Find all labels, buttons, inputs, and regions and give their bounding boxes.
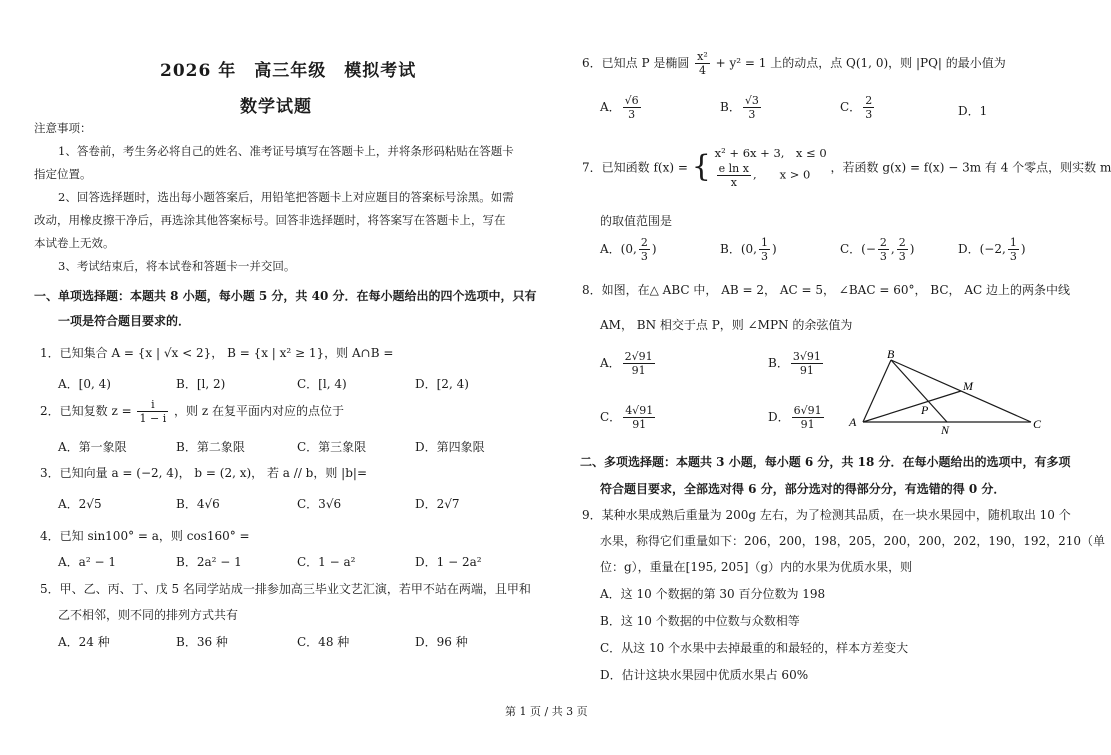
q1-option-d: D．[2, 4) [415, 377, 469, 391]
notice-line: 指定位置。 [34, 167, 92, 181]
frac-num: 3√91 [792, 350, 821, 363]
q2-fraction [137, 398, 168, 425]
question-8-stem-cont: AM， BN 相交于点 P，则 ∠MPN 的余弦值为 [600, 318, 853, 332]
question-1-stem [40, 344, 393, 361]
option-fraction [792, 404, 824, 431]
frac-num: 6√91 [793, 404, 822, 417]
q7-option-a [600, 236, 657, 263]
frac-den: 3 [628, 108, 636, 121]
option-fraction [878, 236, 889, 263]
q2-frac-den: 1 − i [139, 412, 167, 425]
notice-line: 本试卷上无效。 [34, 236, 115, 250]
option-label: C． [600, 410, 622, 424]
section-heading: 二、多项选择题：本题共 3 小题，每小题 6 分，共 18 分．在每小题给出的选项中，有多项 [580, 455, 1071, 469]
q6-part-a: 6．已知点 P 是椭圆 [582, 56, 690, 70]
frac-den: 3 [865, 108, 873, 121]
q5-option-a: A．24 种 [58, 635, 110, 649]
q3-option-d: D．2√7 [415, 497, 460, 511]
q1-option-b: B．[l, 2) [176, 377, 226, 391]
option-fraction [759, 236, 770, 263]
q8-option-a [600, 350, 657, 377]
frac-num: e ln x [718, 162, 749, 175]
q8-option-d [768, 404, 826, 431]
q5-option-b: B．36 种 [176, 635, 228, 649]
frac-num: 4√91 [625, 404, 654, 417]
q2-part-a: 2．已知复数 z = [40, 404, 132, 418]
case-2 [715, 162, 827, 189]
triangle-figure [845, 347, 1050, 437]
q6-option-a [600, 94, 643, 121]
frac-num: 2 [898, 236, 906, 249]
option-label: D． [958, 104, 980, 118]
frac-den: 3 [898, 250, 906, 263]
option-fraction [623, 350, 655, 377]
frac-den: 3 [879, 250, 887, 263]
q3-option-b: B．4√6 [176, 497, 220, 511]
q7-part-b: ，若函数 g(x) = f(x) − 3m 有 4 个零点，则实数 m [830, 160, 1111, 175]
frac-den: 3 [760, 250, 768, 263]
q1-option-c: C．[l, 4) [297, 377, 347, 391]
q8-option-b [768, 350, 825, 377]
label-b: B [887, 347, 895, 361]
question-5-stem-cont: 乙不相邻，则不同的排列方式共有 [58, 608, 239, 622]
page-footer: 第 1 页 / 共 3 页 [505, 705, 588, 718]
frac-den: 91 [631, 364, 646, 377]
option-fraction [623, 94, 641, 121]
q6-frac-num: x² [697, 50, 708, 63]
label-c: C [1033, 417, 1042, 431]
frac-num: 1 [760, 236, 768, 249]
q2-part-b: ，则 z 在复平面内对应的点位于 [174, 404, 344, 418]
q1-part-b: B = {x | x² ≥ 1}，则 A∩B = [227, 346, 394, 360]
option-fraction [897, 236, 908, 263]
option-label: B． [720, 100, 741, 114]
option-label: A． [600, 356, 621, 370]
option-label: A． [600, 100, 621, 114]
label-p: P [921, 403, 929, 417]
q2-option-c: C．第三象限 [297, 440, 367, 454]
question-6-stem [582, 50, 1006, 77]
question-8-stem: 8．如图，在△ ABC 中， AB = 2， AC = 5， ∠BAC = 60°， BC， AC 边上的两条中线 [582, 283, 1070, 297]
frac-num: 2√91 [624, 350, 653, 363]
question-7-stem-cont: 的取值范围是 [600, 214, 673, 228]
question-5-stem: 5．甲、乙、丙、丁、戊 5 名同学站成一排参加高三毕业文艺汇演，若甲不站在两端，且甲和 [40, 582, 531, 596]
option-fraction [743, 94, 761, 121]
option-label: B．(0, [720, 242, 757, 256]
section-heading: 一项是符合题目要求的． [58, 314, 191, 328]
frac-num: 2 [865, 94, 873, 107]
case-2-cond: , x > 0 [752, 167, 811, 182]
option-label: A．(0, [600, 242, 637, 256]
section-heading: 符合题目要求，全部选对得 6 分，部分选对的得部分分，有选错的得 0 分． [600, 482, 1006, 496]
q9-option-b: B．这 10 个数据的中位数与众数相等 [600, 614, 800, 628]
frac-num: 2 [879, 236, 887, 249]
option-fraction [863, 94, 874, 121]
frac-den: 3 [640, 250, 648, 263]
notice-line: 改动，用橡皮擦干净后，再选涂其他答案标号。回答非选择题时，将答案写在答题卡上，写在 [34, 213, 506, 227]
median-am [863, 391, 961, 422]
q6-option-c [840, 94, 876, 121]
option-fraction [639, 236, 650, 263]
option-value: 1 [979, 104, 988, 118]
piecewise-cases [715, 145, 827, 189]
q7-option-c [840, 236, 914, 263]
option-end: ) [771, 242, 777, 256]
q5-option-d: D．96 种 [415, 635, 468, 649]
q6-option-d [958, 102, 987, 119]
label-n: N [941, 423, 950, 437]
q9-option-c: C．从这 10 个水果中去掉最重的和最轻的，样本方差变大 [600, 641, 909, 655]
option-mid: , [890, 242, 895, 256]
case-2-fraction [717, 162, 751, 189]
option-end: ) [1020, 242, 1026, 256]
exam-title: 2026 年 高三年级 模拟考试 [160, 61, 417, 81]
frac-num: 2 [640, 236, 648, 249]
q6-fraction [695, 50, 710, 77]
q4-option-d: D．1 − 2a² [415, 555, 482, 569]
q2-frac-num: i [137, 398, 168, 412]
side-ab [863, 360, 891, 422]
frac-num: √3 [744, 94, 759, 107]
median-bn [891, 360, 947, 422]
question-3-stem: 3．已知向量 a = (−2, 4)， b = (2, x)， 若 a // b，则 |b|= [40, 466, 367, 480]
frac-den: 91 [799, 364, 814, 377]
option-fraction [1008, 236, 1019, 263]
notice-line: 1、答卷前，考生务必将自己的姓名、准考证号填写在答题卡上，并将条形码粘贴在答题卡 [58, 144, 514, 158]
option-label: C．(− [840, 242, 876, 256]
exam-subtitle: 数学试题 [240, 97, 312, 117]
q9-option-a: A．这 10 个数据的第 30 百分位数为 198 [600, 587, 826, 601]
frac-den: 3 [1009, 250, 1017, 263]
q4-option-c: C．1 − a² [297, 555, 356, 569]
q6-option-b [720, 94, 763, 121]
q2-option-a: A．第一象限 [58, 440, 127, 454]
case-1: x² + 6x + 3, x ≤ 0 [714, 146, 827, 160]
question-7-stem [582, 145, 1111, 189]
frac-den: 91 [800, 418, 815, 431]
q6-part-b: + y² = 1 上的动点，点 Q(1, 0)，则 |PQ| 的最小值为 [715, 56, 1006, 70]
q6-frac-den: 4 [698, 64, 706, 77]
frac-den: 3 [748, 108, 756, 121]
q8-option-c [600, 404, 657, 431]
q9-option-d: D．估计这块水果园中优质水果占 60% [600, 668, 809, 682]
notice-line: 2、回答选择题时，选出每小题答案后，用铅笔把答题卡上对应题目的答案标号涂黑。如需 [58, 190, 514, 204]
option-fraction [623, 404, 655, 431]
q4-option-a: A．a² − 1 [58, 555, 116, 569]
option-label: D．(−2, [958, 242, 1006, 256]
notice-line: 3、考试结束后，将本试卷和答题卡一并交回。 [58, 259, 296, 273]
question-9-stem-cont: 水果，称得它们重量如下：206，200，198，205，200，200，202，190，192，210（单 [600, 534, 1106, 548]
option-end: ) [651, 242, 657, 256]
option-label: C． [840, 100, 862, 114]
q7-option-d [958, 236, 1026, 263]
frac-num: √6 [624, 94, 639, 107]
frac-den: x [730, 176, 737, 189]
q4-option-b: B．2a² − 1 [176, 555, 242, 569]
option-label: B． [768, 356, 789, 370]
q3-option-c: C．3√6 [297, 497, 342, 511]
frac-den: 91 [632, 418, 647, 431]
option-fraction [791, 350, 823, 377]
q1-option-a: A．[0, 4) [58, 377, 111, 391]
q7-option-b [720, 236, 777, 263]
option-label: D． [768, 410, 790, 424]
question-9-stem: 9．某种水果成熟后重量为 200g 左右，为了检测其品质，在一块水果园中，随机取出 10 个 [582, 508, 1071, 522]
question-4-stem: 4．已知 sin100° = a，则 cos160° = [40, 529, 250, 543]
brace-glyph: { [691, 149, 711, 184]
q5-option-c: C．48 种 [297, 635, 350, 649]
q2-option-d: D．第四象限 [415, 440, 485, 454]
q7-part-a: 7．已知函数 f(x) = [582, 160, 688, 175]
question-9-stem-cont: 位：g），重量在[195, 205]（g）内的水果为优质水果，则 [600, 560, 913, 574]
notice-heading: 注意事项： [34, 121, 92, 135]
q3-option-a: A．2√5 [58, 497, 102, 511]
option-end: ) [909, 242, 915, 256]
q2-option-b: B．第二象限 [176, 440, 245, 454]
question-2-stem [40, 398, 344, 425]
frac-num: 1 [1009, 236, 1017, 249]
label-m: M [963, 379, 973, 393]
section-heading: 一、单项选择题：本题共 8 小题，每小题 5 分，共 40 分．在每小题给出的四个选项中，只有 [34, 289, 537, 303]
q1-part-a: 1．已知集合 A = {x | √x < 2}， [40, 346, 224, 360]
label-a: A [849, 415, 857, 429]
